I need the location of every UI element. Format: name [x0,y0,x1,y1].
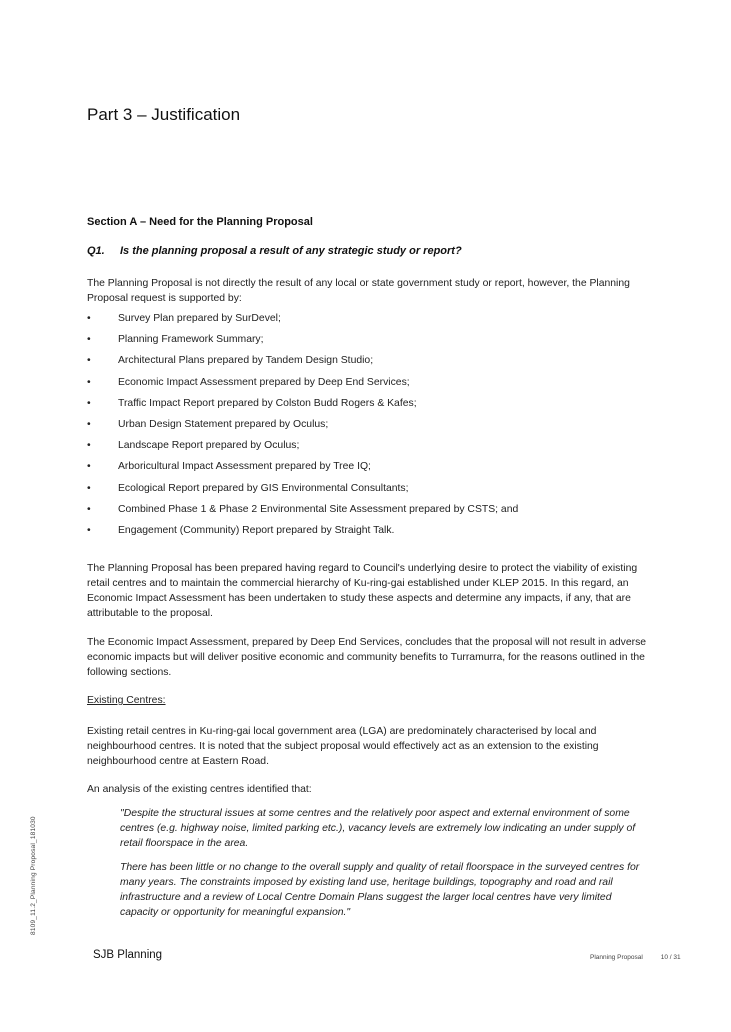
question-text: Is the planning proposal a result of any strategic study or report? [120,245,462,257]
footer-brand: SJB Planning [93,949,163,961]
list-item: • Economic Impact Assessment prepared by Deep End Services; [87,376,410,388]
list-item: • Traffic Impact Report prepared by Colston Budd Rogers & Kafes; [87,397,417,409]
quote-paragraph-1: "Despite the structural issues at some centres and the relatively poor aspect and external environment of some centres (e.g. highway noise, limited parking etc.), vacancy levels are extremely low indicating an under supply of retail floorspace in the area. [120,808,636,849]
paragraph-existing-centres: Existing retail centres in Ku-ring-gai local government area (LGA) are predominately characterised by local and neighbourhood centres. It is noted that the subject proposal would effectively act as an extension to the existing neighbourhood centre at Eastern Road. [87,726,599,767]
list-item: • Arboricultural Impact Assessment prepared by Tree IQ; [87,461,371,473]
list-item: • Engagement (Community) Report prepared by Straight Talk. [87,524,395,536]
list-item: • Combined Phase 1 & Phase 2 Environmental Site Assessment prepared by CSTS; and [87,503,519,515]
intro-paragraph: The Planning Proposal is not directly the result of any local or state government study or report, however, the Planning Proposal request is supported by: [87,278,630,304]
bullet-icon: • [87,334,91,346]
bullet-icon: • [87,418,91,430]
page-title: Part 3 – Justification [87,105,241,124]
quote-paragraph-2: There has been little or no change to the overall supply and quality of retail floorspace in the surveyed centres for many years. The constraints imposed by existing land use, heritage buildings, topography and road and rail infrastructure and a review of Local Centre Domain Plans suggest the larger local centres have very limited capacity or opportunity for meaningful expansion." [120,862,640,918]
paragraph-economic-assessment: The Economic Impact Assessment, prepared by Deep End Services, concludes that the proposal will not result in adverse economic impacts but will deliver positive economic and community benefits to Turramurra, for the reasons outlined in the following sections. [87,637,647,678]
supporting-documents-list [87,311,647,544]
bullet-icon: • [87,461,91,473]
section-heading: Section A – Need for the Planning Proposal [87,216,313,228]
question-heading [87,245,462,257]
subheading-existing-centres: Existing Centres: [87,695,166,706]
bullet-icon: • [87,313,91,324]
bullet-icon: • [87,440,91,452]
list-item: • Survey Plan prepared by SurDevel; [87,313,281,324]
list-item: • Architectural Plans prepared by Tandem Design Studio; [87,355,374,367]
bullet-icon: • [87,503,91,515]
bullet-icon: • [87,524,91,536]
list-item: • Urban Design Statement prepared by Oculus; [87,418,329,430]
paragraph-council-desire: The Planning Proposal has been prepared having regard to Council's underlying desire to protect the viability of existing retail centres and to maintain the commercial hierarchy of Ku-ring-gai established under KLEP 2015. In this regard, an Economic Impact Assessment has been undertaken to study these aspects and determine any impacts, if any, that are attributable to the proposal. [87,563,638,619]
question-number: Q1. [87,245,105,257]
list-item: • Landscape Report prepared by Oculus; [87,440,300,452]
bullet-icon: • [87,397,91,409]
bullet-icon: • [87,355,91,367]
footer-doc-name: Planning Proposal [590,954,643,961]
paragraph-analysis: An analysis of the existing centres identified that: [87,784,312,795]
bullet-icon: • [87,482,91,494]
bullet-icon: • [87,376,91,388]
sidebar-reference: 8109_11.2_Planning Proposal_181030 [30,816,37,935]
page-number: 10 / 31 [660,954,681,961]
list-item: • Planning Framework Summary; [87,334,264,346]
footer-page-info [590,954,681,961]
list-item: • Ecological Report prepared by GIS Environmental Consultants; [87,482,409,494]
